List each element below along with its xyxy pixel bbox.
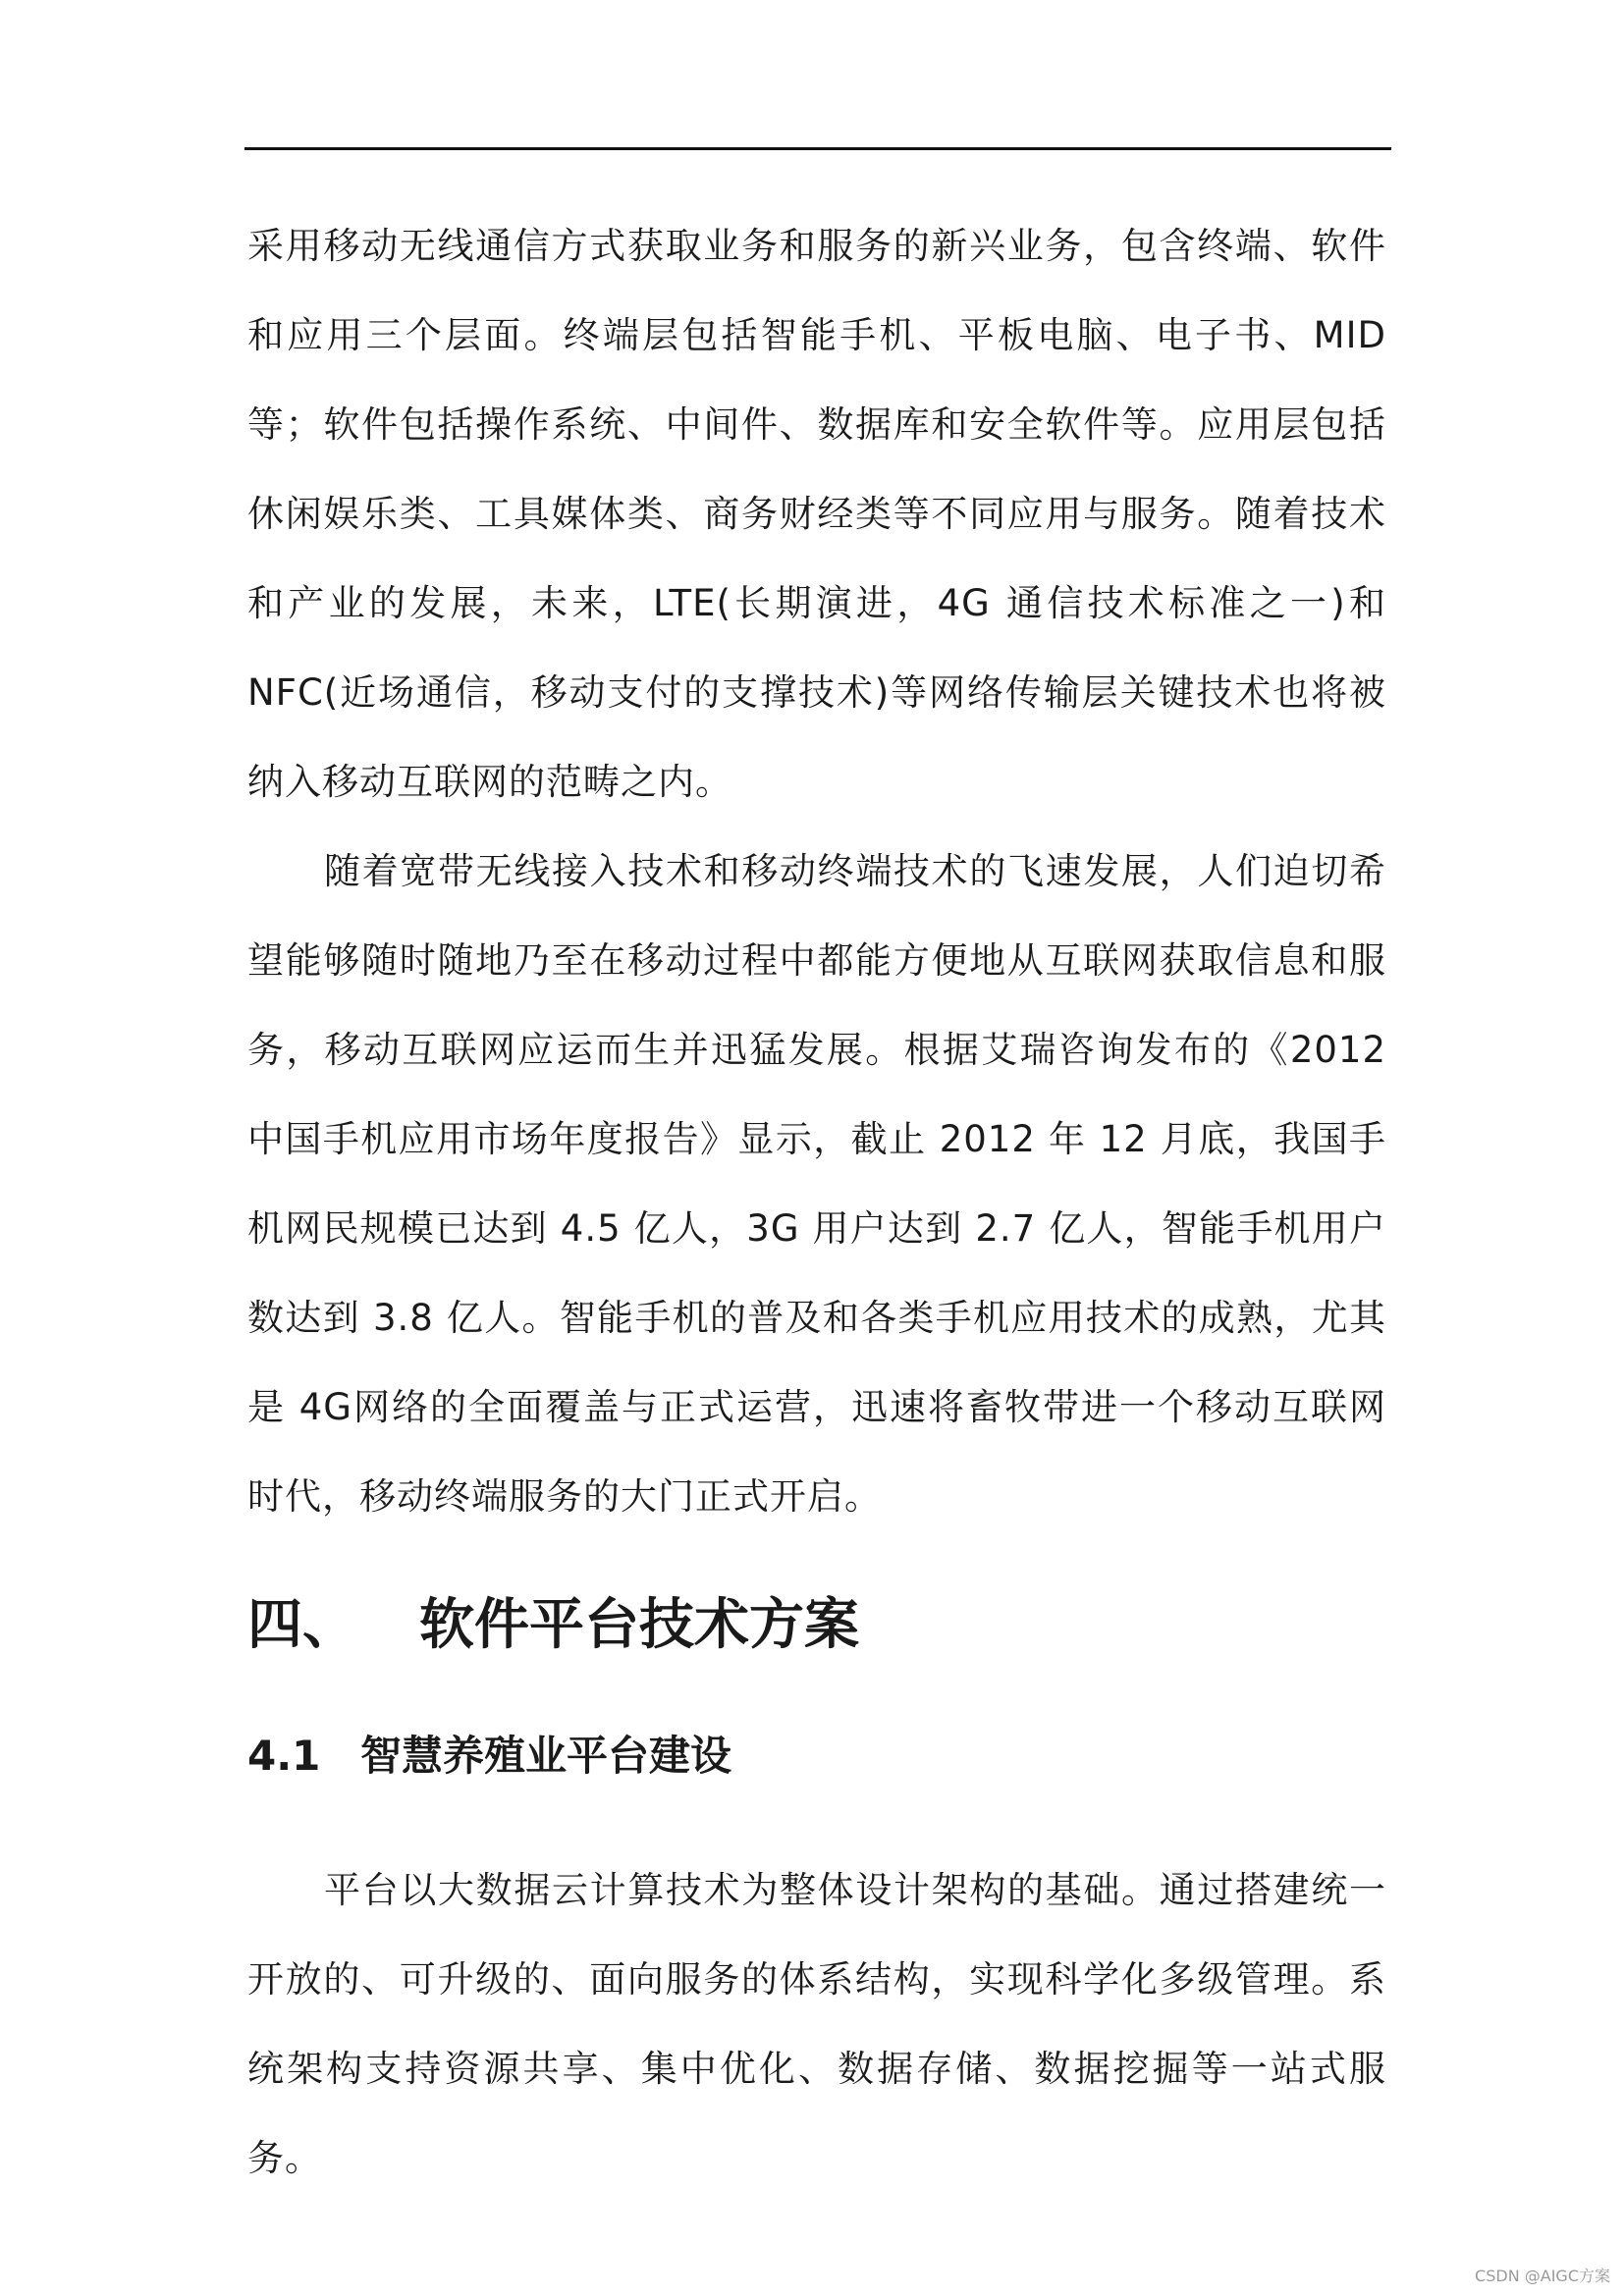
watermark: CSDN @AIGC方案 <box>1475 2267 1610 2285</box>
subsection-heading <box>247 1722 1386 1790</box>
header-rule <box>244 147 1391 150</box>
subsection-title: 智慧养殖业平台建设 <box>360 1732 732 1780</box>
section-number: 四、 <box>247 1593 357 1657</box>
section-title: 软件平台技术方案 <box>419 1593 859 1657</box>
body-paragraph: 采用移动无线通信方式获取业务和服务的新兴业务，包含终端、软件和应用三个层面。终端层包括智能手机、平板电脑、电子书、MID等；软件包括操作系统、中间件、数据库和安全软件等。应用层包括休闲娱乐类、工具媒体类、商务财经类等不同应用与服务。随着技术和产业的发展，未来，LTE(长期演进，4G 通信技术标准之一)和 NFC(近场通信，移动支付的支撑技术)等网络传输层关键技术也将被纳入移动互联网的范畴之内。 <box>247 225 1386 803</box>
section-heading <box>247 1576 1386 1675</box>
body-paragraph: 随着宽带无线接入技术和移动终端技术的飞速发展，人们迫切希望能够随时随地乃至在移动过程中都能方便地从互联网获取信息和服务，移动互联网应运而生并迅猛发展。根据艾瑞咨询发布的《2012中国手机应用市场年度报告》显示，截止 2012 年 12 月底，我国手机网民规模已达到 4.5 亿人，3G 用户达到 2.7 亿人，智能手机用户数达到 3.8 亿人。智能手机的普及和各类手机应用技术的成熟，尤其是 4G网络的全面覆盖与正式运营，迅速将畜牧带进一个移动互联网时代，移动终端服务的大门正式开启。 <box>247 850 1386 1518</box>
body-paragraph: 平台以大数据云计算技术为整体设计架构的基础。通过搭建统一开放的、可升级的、面向服务的体系结构，实现科学化多级管理。系统架构支持资源共享、集中优化、数据存储、数据挖掘等一站式服务。 <box>247 1869 1386 2179</box>
document-body <box>247 201 1386 2203</box>
subsection-number: 4.1 <box>247 1732 321 1780</box>
